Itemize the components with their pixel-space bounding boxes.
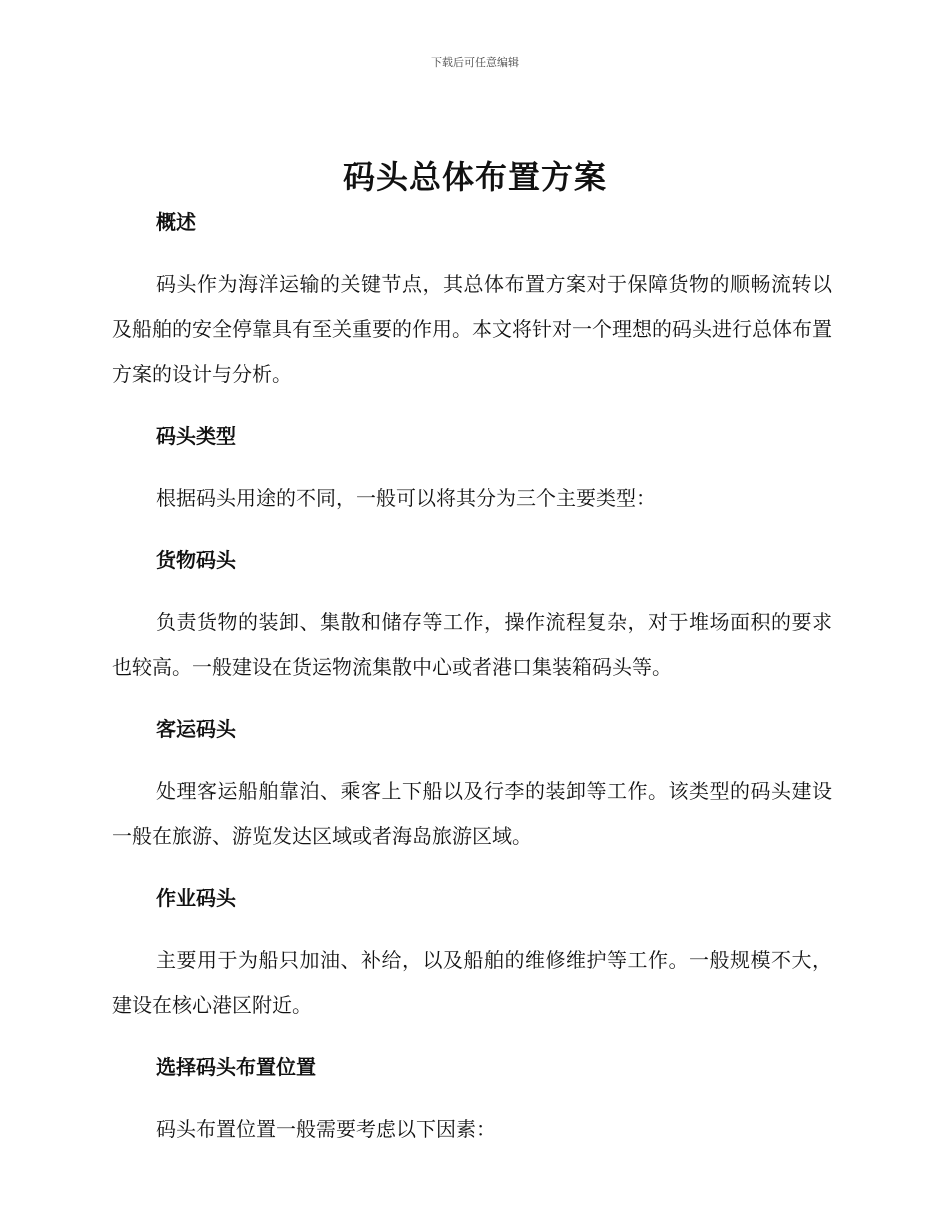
section-paragraph: 码头布置位置一般需要考虑以下因素： [156,1117,496,1141]
document-body [112,207,832,1152]
section-paragraph: 负责货物的装卸、集散和储存等工作，操作流程复杂，对于堆场面积的要求也较高。一般建设在货运物流集散中心或者港口集装箱码头等。 [112,610,832,679]
section-paragraph: 主要用于为船只加油、补给，以及船舶的维修维护等工作。一般规模不大，建设在核心港区附近。 [112,948,832,1017]
section-overview [112,207,832,421]
header-note: 下载后可任意编辑 [431,56,519,69]
section-passenger-dock [112,714,832,883]
section-cargo-dock [112,545,832,714]
section-heading: 概述 [156,210,196,234]
section-heading: 客运码头 [156,717,236,741]
section-heading: 选择码头布置位置 [156,1055,316,1079]
section-dock-types [112,421,832,545]
section-dock-location [112,1052,832,1152]
document-title: 码头总体布置方案 [342,158,607,196]
section-heading: 码头类型 [156,424,236,448]
section-paragraph: 处理客运船舶靠泊、乘客上下船以及行李的装卸等工作。该类型的码头建设一般在旅游、游览发达区域或者海岛旅游区域。 [112,779,832,848]
section-paragraph: 码头作为海洋运输的关键节点，其总体布置方案对于保障货物的顺畅流转以及船舶的安全停靠具有至关重要的作用。本文将针对一个理想的码头进行总体布置方案的设计与分析。 [112,272,832,386]
section-paragraph: 根据码头用途的不同，一般可以将其分为三个主要类型： [156,486,656,510]
section-heading: 货物码头 [156,548,236,572]
section-work-dock [112,883,832,1052]
section-heading: 作业码头 [156,886,236,910]
